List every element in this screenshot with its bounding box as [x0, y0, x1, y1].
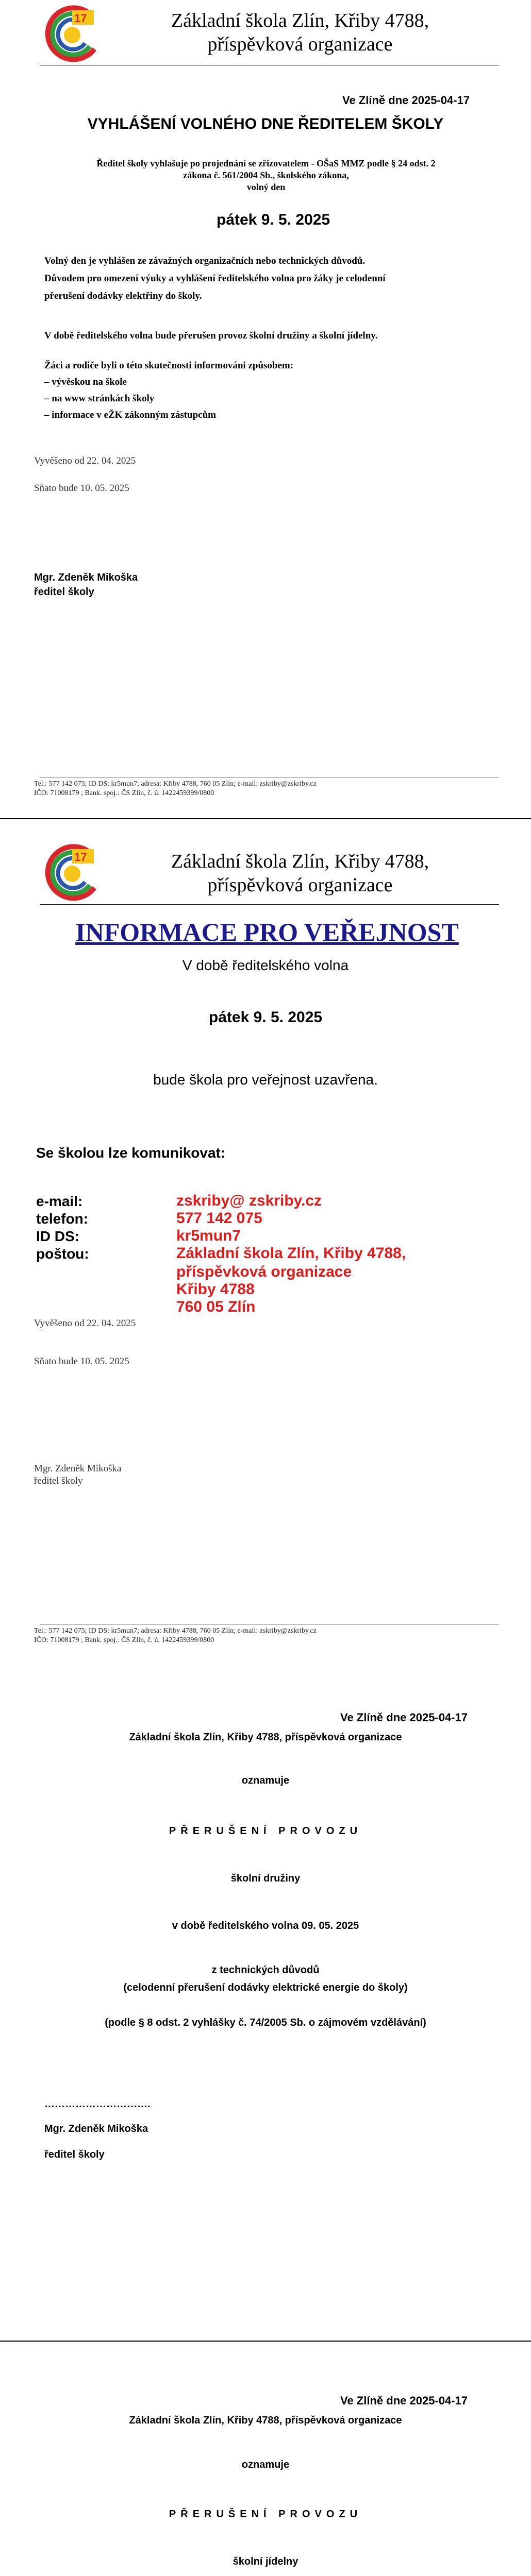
posted-date: Vyvěšeno od 22. 04. 2025 — [34, 1318, 136, 1329]
signer-name: Mgr. Zdeněk Mikoška — [34, 1463, 122, 1474]
school-logo-icon — [40, 844, 102, 903]
reason: z technických důvodů — [211, 1964, 320, 1976]
organization-name: Základní škola Zlín, Křiby 4788, příspěvková organizace — [129, 2415, 402, 2426]
info-title: INFORMACE PRO VEŘEJNOST — [75, 918, 459, 946]
signature-line: …………………………. — [44, 2098, 151, 2110]
announces-label: oznamuje — [241, 2459, 290, 2470]
signer-role: ředitel školy — [44, 2149, 105, 2160]
notice-title: VYHLÁŠENÍ VOLNÉHO DNE ŘEDITELEM ŠKOLY — [87, 115, 444, 132]
posted-date: Vyvěšeno od 22. 04. 2025 — [34, 455, 136, 466]
inform-heading: Žáci a rodiče byli o této skutečnosti informováni způsobem: — [44, 360, 294, 371]
contact-label: poštou: — [36, 1246, 89, 1262]
affected-facility: školní jídelny — [233, 2556, 298, 2567]
signer-role: ředitel školy — [34, 586, 94, 598]
interruption-heading: PŘERUŠENÍ PROVOZU — [169, 2509, 362, 2520]
intro-line: volný den — [246, 182, 286, 192]
inform-item: – informace v eŽK zákonným zástupcům — [44, 410, 217, 420]
issue-date: Ve Zlíně dne 2025-04-17 — [342, 94, 470, 107]
footer-contact: Tel.: 577 142 075; ID DS: kr5mun7; adresa: Křiby 4788, 760 05 Zlín; e-mail: zskriby@zskriby.cz — [34, 1627, 317, 1635]
contact-data-box: kr5mun7 — [176, 1227, 241, 1244]
removal-date: Sňato bude 10. 05. 2025 — [34, 1356, 129, 1367]
letterhead-rule — [40, 904, 499, 905]
contact-heading: Se školou lze komunikovat: — [36, 1145, 226, 1161]
intro-line: Ředitel školy vyhlašuje po projednání se zřizovatelem - OŠaS MMZ podle § 24 odst. 2 — [96, 158, 436, 168]
interruption-date: v době ředitelského volna 09. 05. 2025 — [172, 1920, 359, 1931]
school-name: Základní škola Zlín, Křiby 4788, — [171, 10, 429, 31]
issue-date: Ve Zlíně dne 2025-04-17 — [340, 2394, 468, 2407]
organization-name: Základní škola Zlín, Křiby 4788, příspěvková organizace — [129, 1732, 402, 1743]
contact-label: e-mail: — [36, 1193, 83, 1209]
reason-line: přerušení dodávky elektřiny do školy. — [44, 291, 202, 301]
school-subtitle: příspěvková organizace — [207, 874, 393, 896]
contact-label: telefon: — [36, 1211, 89, 1227]
info-subtitle: V době ředitelského volna — [182, 957, 349, 973]
contact-postal: Základní škola Zlín, Křiby 4788, — [176, 1245, 406, 1262]
closure-statement: bude škola pro veřejnost uzavřena. — [153, 1072, 378, 1088]
removal-date: Sňato bude 10. 05. 2025 — [34, 483, 129, 494]
contact-phone[interactable]: 577 142 075 — [176, 1210, 262, 1227]
footer-bank: IČO: 71008179 ; Bank. spoj.: ČS Zlín, č. ú. 1422459399/0800 — [34, 1636, 214, 1644]
school-canteen-closure-notice — [0, 2342, 531, 2576]
contact-label: ID DS: — [36, 1228, 79, 1244]
intro-line: zákona č. 561/2004 Sb., školského zákona, — [183, 170, 349, 180]
reason-line: Volný den je vyhlášen ze závažných organizačních nebo technických důvodů. — [44, 256, 366, 266]
day-off-date: pátek 9. 5. 2025 — [208, 1009, 323, 1026]
closure-note: V době ředitelského volna bude přerušen provoz školní družiny a školní jídelny. — [44, 330, 378, 341]
legal-basis: (podle § 8 odst. 2 vyhlášky č. 74/2005 Sb. o zájmovém vzdělávání) — [105, 2017, 426, 2028]
reason-detail: (celodenní přerušení dodávky elektrické energie do školy) — [123, 1982, 408, 1993]
footer-contact: Tel.: 577 142 075; ID DS: kr5mun7; adresa: Křiby 4788, 760 05 Zlín; e-mail: zskriby@zskriby.cz — [34, 780, 317, 788]
school-name: Základní škola Zlín, Křiby 4788, — [171, 851, 429, 872]
announces-label: oznamuje — [241, 1775, 290, 1786]
interruption-heading: PŘERUŠENÍ PROVOZU — [169, 1825, 362, 1837]
signer-name: Mgr. Zdeněk Mikoška — [44, 2123, 148, 2134]
affected-facility: školní družiny — [230, 1873, 301, 1884]
signer-name: Mgr. Zdeněk Mikoška — [34, 572, 138, 583]
public-information-notice — [0, 819, 531, 1662]
inform-item: – na www stránkách školy — [44, 393, 155, 404]
svg-text:17: 17 — [74, 851, 87, 863]
contact-postal: příspěvková organizace — [176, 1263, 352, 1280]
svg-text:17: 17 — [74, 12, 87, 25]
school-subtitle: příspěvková organizace — [207, 33, 393, 55]
issue-date: Ve Zlíně dne 2025-04-17 — [340, 1711, 468, 1724]
inform-item: – vývěskou na škole — [44, 377, 127, 387]
school-logo-icon — [40, 5, 102, 64]
after-school-club-closure-notice — [0, 1662, 531, 2342]
contact-postal: 760 05 Zlín — [176, 1298, 256, 1315]
footer-bank: IČO: 71008179 ; Bank. spoj.: ČS Zlín, č. ú. 1422459399/0800 — [34, 789, 214, 797]
director-day-off-notice — [0, 0, 531, 819]
reason-line: Důvodem pro omezení výuky a vyhlášení ředitelského volna pro žáky je celodenní — [44, 273, 386, 284]
contact-postal: Křiby 4788 — [176, 1281, 255, 1298]
contact-email[interactable]: zskriby@ zskriby.cz — [176, 1192, 322, 1209]
signer-role: ředitel školy — [34, 1476, 83, 1486]
day-off-date: pátek 9. 5. 2025 — [217, 211, 330, 228]
